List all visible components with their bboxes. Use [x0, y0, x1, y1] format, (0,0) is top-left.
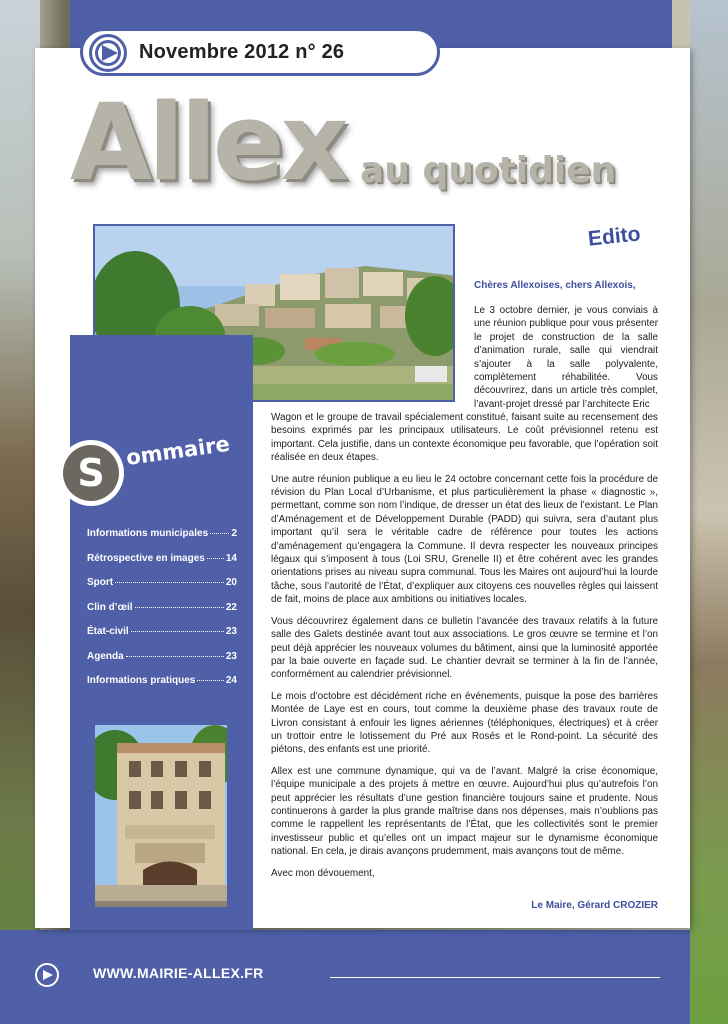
town-hall-photo — [93, 723, 229, 909]
sommaire-heading: ommaire — [124, 431, 232, 470]
edito-paragraph-2: Une autre réunion publique a eu lieu le 24 octobre concernant cette fois la procédure de révision du Plan Local d’Urbanisme, et plus particulièrement la phase « diagnostic », permettant, comme son nom l’indique, de dresser un état des lieux de l’existant. Le Plan d’Aménagement et de Développement Durable (PADD) qui suivra, sera d’autant plus important qu’il sera le véritable cadre de référence pour toutes les actions d’aménagement qu’engagera la Commune. Il devra respecter les nouveaux principes légaux qui s’imposent à tous (Loi SRU, Grenelle II) et être cohérent avec les grandes orientations prises au niveau supra communal. Tous les Maires ont aujourd’hui la lourde tâche, sous l’autorité de l’État, d’expliquer aux citoyens ces nouvelles règles qui laissent de fait, moins de place aux ambitions ou initiatives locales. — [271, 473, 658, 606]
play-icon — [89, 34, 127, 72]
sommaire-badge-letter: S — [63, 445, 119, 501]
website-link[interactable]: WWW.MAIRIE-ALLEX.FR — [93, 965, 264, 981]
issue-banner — [80, 28, 440, 76]
edito-column-narrow — [474, 304, 658, 411]
edito-paragraph-3: Vous découvrirez également dans ce bulletin l’avancée des travaux relatifs à la future salle des Galets destinée avant tout aux associations. Le gros œuvre se termine et l’on peut déjà apprécier les nouveaux volumes du bâtiment, ainsi que la luminosité apportée par la baie ouverte en façade sud. Le chantier devrait se terminer à la fin de l’année, conformément au calendrier prévisionnel. — [271, 615, 658, 681]
table-of-contents — [87, 528, 237, 700]
edito-closing: Avec mon dévouement, — [271, 867, 375, 879]
edito-signature: Le Maire, Gérard CROZIER — [531, 900, 658, 911]
toc-item-retrospective[interactable]: Rétrospective en images 14 — [87, 552, 237, 564]
edito-paragraph-1a: Le 3 octobre dernier, je vous conviais à une réunion publique pour vous présenter le projet de construction de la salle d’animation rurale, salle qui viendrait s’ajouter à la salle polyvalente, complètement réhabilitée. Vous découvrirez, dans un article très complet, l’avant-projet dressé par l’architecte Eric — [474, 305, 658, 410]
edito-column-wide — [271, 411, 658, 888]
edito-paragraph-4: Le mois d’octobre est décidément riche en événements, puisque la pose des barrières Montée de Laye est en cours, tout comme la deuxième phase des travaux route de Livron consistant à enfouir les lignes aériennes (téléphoniques, électriques) et à créer un trottoir entre le lotissement du Pré aux Rosés et le Rond-point. La sécurité des piétons, des enfants est une priorité. — [271, 690, 658, 756]
edito-heading: Edito — [586, 222, 642, 251]
toc-item-informations-pratiques[interactable]: Informations pratiques 24 — [87, 675, 237, 686]
toc-item-informations-municipales[interactable]: Informations municipales 2 — [87, 528, 237, 539]
edito-salutation: Chères Allexoises, chers Allexois, — [474, 280, 636, 291]
background-photo-right — [690, 0, 728, 1024]
edito-paragraph-5: Allex est une commune dynamique, qui va de l’avant. Malgré la crise économique, l’équipe municipale a des projets à mettre en œuvre. Aujourd’hui plus qu’autrefois l’on peut apprécier les résultats d’une gestion financière toujours saine et prudente. Nous continuerons à garder la plus grande maîtrise dans nos dépenses, mais n’oublions pas comme le rappellent les représentants de l’État, que les collectivités sont le premier investisseur public et qu’elles ont un impact majeur sur le dynamisme économique national. En cela, je dirais avançons prudemment, mais avançons tout de même. — [271, 765, 658, 858]
masthead — [70, 81, 670, 210]
play-icon — [35, 963, 59, 987]
edito-paragraph-1b: Wagon et le groupe de travail spécialement constitué, faisant suite au recensement des besoins exprimés par les principaux utilisateurs. Le coût prévisionnel retenu est important. Cela justifie, dans un contexte économique peu favorable, que l’opération soit réalisée en deux étapes. — [271, 412, 658, 464]
masthead-title: Allex — [70, 81, 345, 204]
toc-item-sport[interactable]: Sport 20 — [87, 577, 237, 588]
masthead-subtitle: au quotidien — [360, 150, 617, 191]
sommaire-badge — [58, 440, 124, 506]
toc-item-clin-d-oeil[interactable]: Clin d’œil 22 — [87, 601, 237, 613]
footer-divider — [330, 977, 660, 978]
background-photo-left — [0, 0, 40, 1024]
issue-label: Novembre 2012 n° 26 — [139, 40, 345, 63]
toc-item-etat-civil[interactable]: État-civil 23 — [87, 626, 237, 637]
toc-item-agenda[interactable]: Agenda 23 — [87, 650, 237, 662]
